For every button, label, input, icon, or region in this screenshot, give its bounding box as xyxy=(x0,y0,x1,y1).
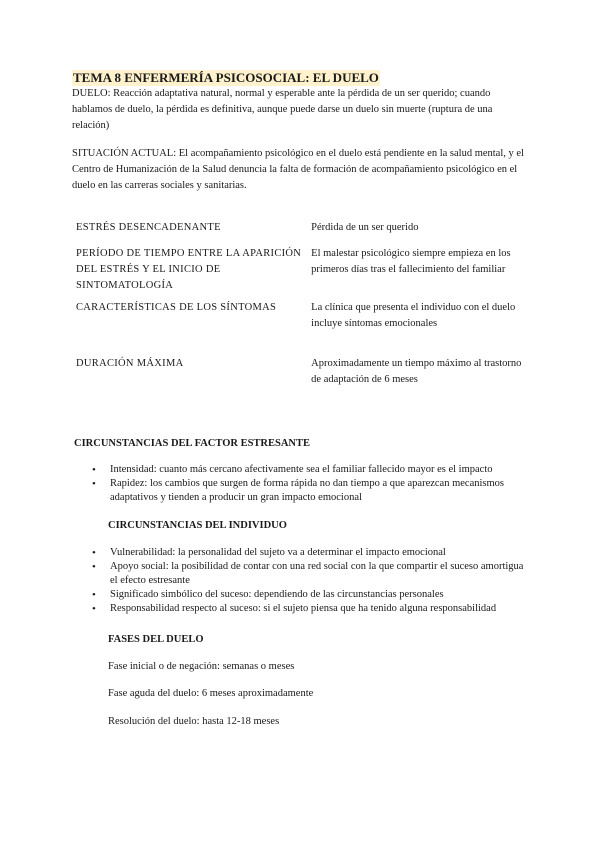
list-item: • Significado simbólico del suceso: dependiendo de las circunstancias personales xyxy=(90,588,530,602)
individuo-heading: CIRCUNSTANCIAS DEL INDIVIDUO xyxy=(108,520,287,531)
list-item: • Vulnerabilidad: la personalidad del sujeto va a determinar el impacto emocional xyxy=(90,546,530,560)
table-value: El malestar psicológico siempre empieza en los primeros días tras el fallecimiento del familiar xyxy=(311,248,511,275)
table-row xyxy=(72,220,532,246)
characteristics-table xyxy=(72,220,532,392)
list-item: • Responsabilidad respecto al suceso: si el sujeto piensa que ha tenido alguna responsabilidad xyxy=(90,602,530,616)
fase-item: Fase aguda del duelo: 6 meses aproximadamente xyxy=(108,688,314,699)
table-key: ESTRÉS DESENCADENANTE xyxy=(76,222,221,233)
page-title: TEMA 8 ENFERMERÍA PSICOSOCIAL: EL DUELO xyxy=(73,70,379,85)
situacion-actual-paragraph: SITUACIÓN ACTUAL: El acompañamiento psicológico en el duelo está pendiente en la salud mental, y el Centro de Humanización de la Salud denuncia la falta de formación de acompañamiento psicológico en el duelo en las carreras sociales y sanitarias. xyxy=(72,148,524,191)
fases-heading: FASES DEL DUELO xyxy=(108,634,204,645)
table-key: CARACTERÍSTICAS DE LOS SÍNTOMAS xyxy=(76,302,277,313)
fase-item: Resolución del duelo: hasta 12-18 meses xyxy=(108,716,280,727)
list-item: • Apoyo social: la posibilidad de contar con una red social con la que compartir el suceso amortigua el efecto estresante xyxy=(90,560,530,588)
list-item: • Intensidad: cuanto más cercano afectivamente sea el familiar fallecido mayor es el impacto xyxy=(90,463,530,477)
table-value: La clínica que presenta el individuo con el duelo incluye síntomas emocionales xyxy=(311,302,516,329)
table-value: Pérdida de un ser querido xyxy=(311,222,419,233)
factor-estresante-list xyxy=(90,463,530,505)
individuo-list xyxy=(90,546,530,616)
factor-estresante-heading: CIRCUNSTANCIAS DEL FACTOR ESTRESANTE xyxy=(74,438,311,449)
table-value: Aproximadamente un tiempo máximo al trastorno de adaptación de 6 meses xyxy=(311,358,522,385)
table-key: PERÍODO DE TIEMPO ENTRE LA APARICIÓN DEL ESTRÉS Y EL INICIO DE SINTOMATOLOGÍA xyxy=(76,248,302,291)
table-row xyxy=(72,300,532,356)
fase-item: Fase inicial o de negación: semanas o meses xyxy=(108,661,295,672)
table-row xyxy=(72,356,532,392)
table-row xyxy=(72,246,532,300)
list-item: • Rapidez: los cambios que surgen de forma rápida no dan tiempo a que aparezcan mecanismos adaptativos y tienden a producir un gran impacto emocional xyxy=(90,477,530,505)
duelo-definition: DUELO: Reacción adaptativa natural, normal y esperable ante la pérdida de un ser querido; cuando hablamos de duelo, la pérdida es definitiva, aunque puede darse un duelo sin muerte (ruptura de una relación) xyxy=(72,88,493,131)
table-key: DURACIÓN MÁXIMA xyxy=(76,358,184,369)
